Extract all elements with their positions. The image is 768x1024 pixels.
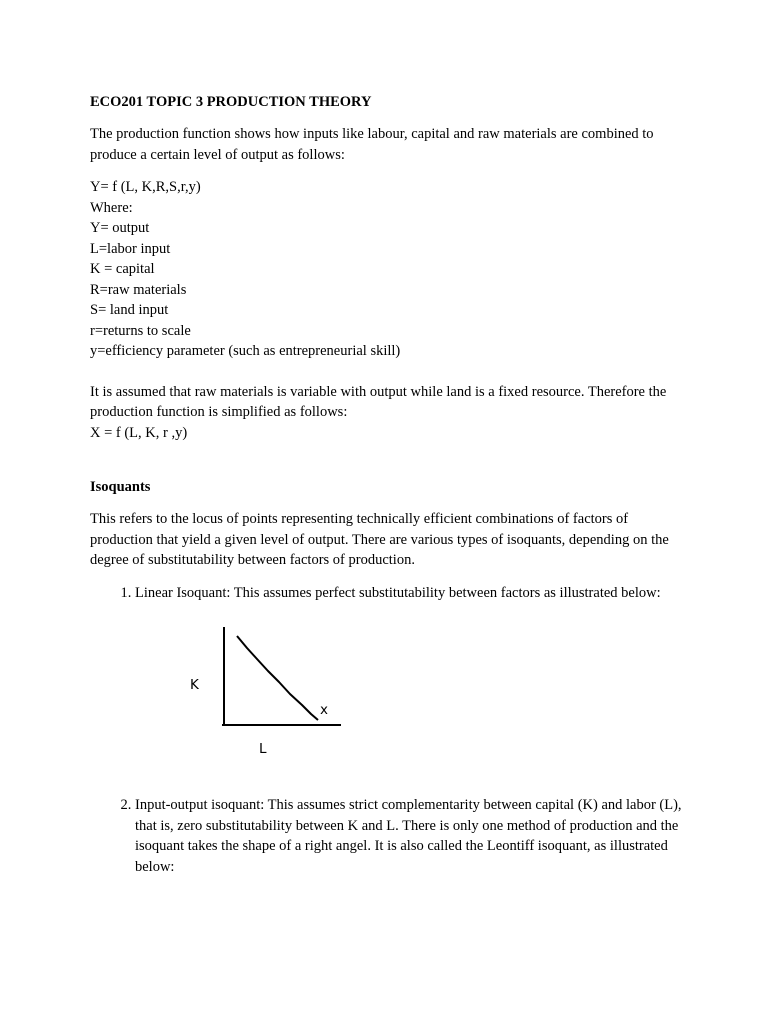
simplified-function: X = f (L, K, r ,y): [90, 424, 188, 441]
linear-isoquant-diagram: [135, 615, 395, 785]
linear-isoquant-figure: [135, 615, 690, 785]
definition-line: r=returns to scale: [90, 322, 191, 339]
y-axis-label: K: [190, 677, 199, 693]
definition-line: K = capital: [90, 261, 155, 277]
document-page: [90, 92, 690, 877]
intro-paragraph: The production function shows how inputs like labour, capital and raw materials are combined to produce a certain level of output as follows:: [90, 126, 654, 163]
list-item-text: Input-output isoquant: This assumes strict complementarity between capital (K) and labor (L), that is, zero substitutability between K and L. There is only one method of production and the isoquant takes the shape of a right angel. It is also called the Leontiff isoquant, as illustrated below:: [135, 797, 682, 875]
isoquant-types-list: [90, 583, 690, 878]
definition-line: L=labor input: [90, 240, 171, 257]
list-item-input-output-isoquant: [135, 795, 690, 877]
definition-line: Y= output: [90, 220, 150, 236]
assumption-block: [90, 382, 690, 444]
assumption-paragraph: It is assumed that raw materials is variable with output while land is a fixed resource. Therefore the production function is simplified as follows:: [90, 383, 667, 420]
definition-line: Y= f (L, K,R,S,r,y): [90, 179, 201, 195]
isoquants-heading: Isoquants: [90, 479, 151, 495]
isoquant-line: [237, 636, 318, 720]
isoquant-label: x: [320, 702, 328, 718]
definition-line: S= land input: [90, 302, 169, 318]
list-item-text: Linear Isoquant: This assumes perfect substitutability between factors as illustrated below:: [135, 584, 661, 601]
x-axis-label: L: [259, 741, 267, 757]
definition-line: Where:: [90, 199, 133, 216]
definitions-block: [90, 177, 690, 362]
isoquants-paragraph: This refers to the locus of points representing technically efficient combinations of factors of production that yield a given level of output. There are various types of isoquants, depending on the degree of substitutability between factors of production.: [90, 511, 669, 568]
document-title: ECO201 TOPIC 3 PRODUCTION THEORY: [90, 94, 372, 110]
definition-line: R=raw materials: [90, 281, 187, 298]
definition-line: y=efficiency parameter (such as entrepreneurial skill): [90, 343, 401, 359]
list-item-linear-isoquant: [135, 583, 690, 786]
